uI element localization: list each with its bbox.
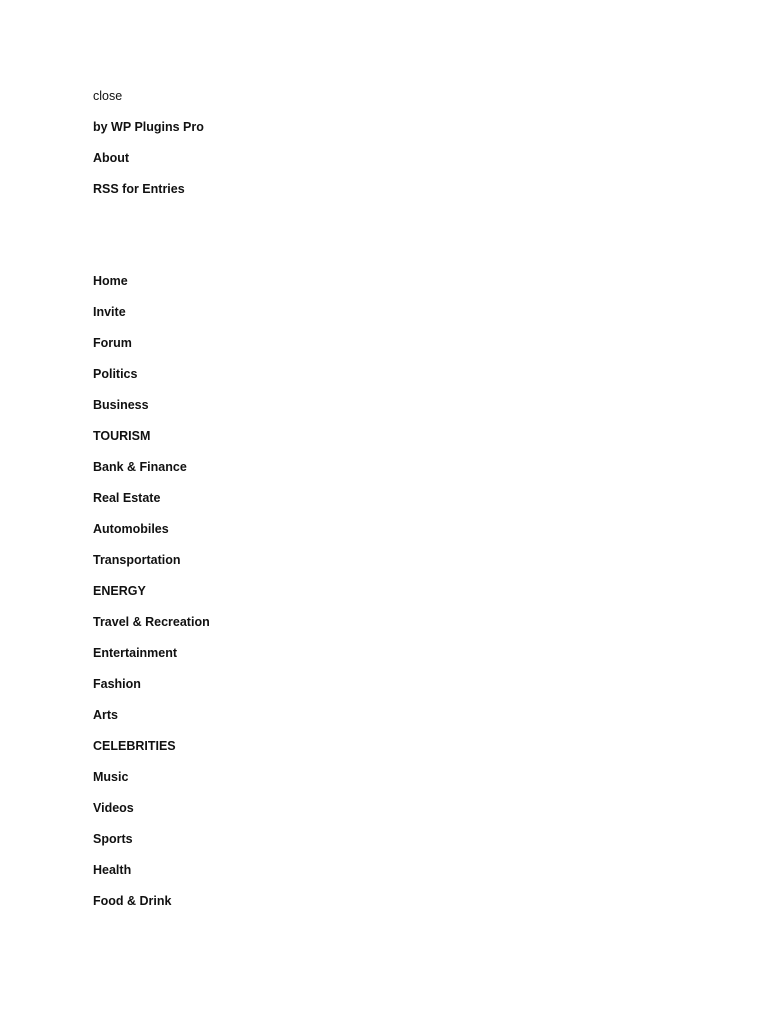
- nav-item-travel-recreation[interactable]: Travel & Recreation: [93, 615, 210, 629]
- wp-plugins-pro-link[interactable]: by WP Plugins Pro: [93, 120, 204, 134]
- rss-entries-link[interactable]: RSS for Entries: [93, 182, 185, 196]
- nav-item-entertainment[interactable]: Entertainment: [93, 646, 178, 660]
- nav-item-videos[interactable]: Videos: [93, 801, 134, 815]
- nav-item-real-estate[interactable]: Real Estate: [93, 491, 161, 505]
- nav-item-politics[interactable]: Politics: [93, 367, 138, 381]
- nav-item-music[interactable]: Music: [93, 770, 129, 784]
- nav-item-invite[interactable]: Invite: [93, 305, 126, 319]
- nav-item-fashion[interactable]: Fashion: [93, 677, 141, 691]
- nav-item-bank-finance[interactable]: Bank & Finance: [93, 460, 187, 474]
- nav-item-sports[interactable]: Sports: [93, 832, 133, 846]
- nav-item-celebrities[interactable]: CELEBRITIES: [93, 739, 176, 753]
- nav-item-tourism[interactable]: TOURISM: [93, 429, 151, 443]
- nav-item-food-drink[interactable]: Food & Drink: [93, 894, 172, 908]
- close-link[interactable]: close: [93, 89, 123, 103]
- about-link[interactable]: About: [93, 151, 130, 165]
- nav-item-automobiles[interactable]: Automobiles: [93, 522, 169, 536]
- nav-item-arts[interactable]: Arts: [93, 708, 119, 722]
- nav-item-business[interactable]: Business: [93, 398, 149, 412]
- nav-item-forum[interactable]: Forum: [93, 336, 132, 350]
- nav-item-transportation[interactable]: Transportation: [93, 553, 181, 567]
- nav-item-energy[interactable]: ENERGY: [93, 584, 146, 598]
- nav-item-home[interactable]: Home: [93, 274, 128, 288]
- nav-item-health[interactable]: Health: [93, 863, 132, 877]
